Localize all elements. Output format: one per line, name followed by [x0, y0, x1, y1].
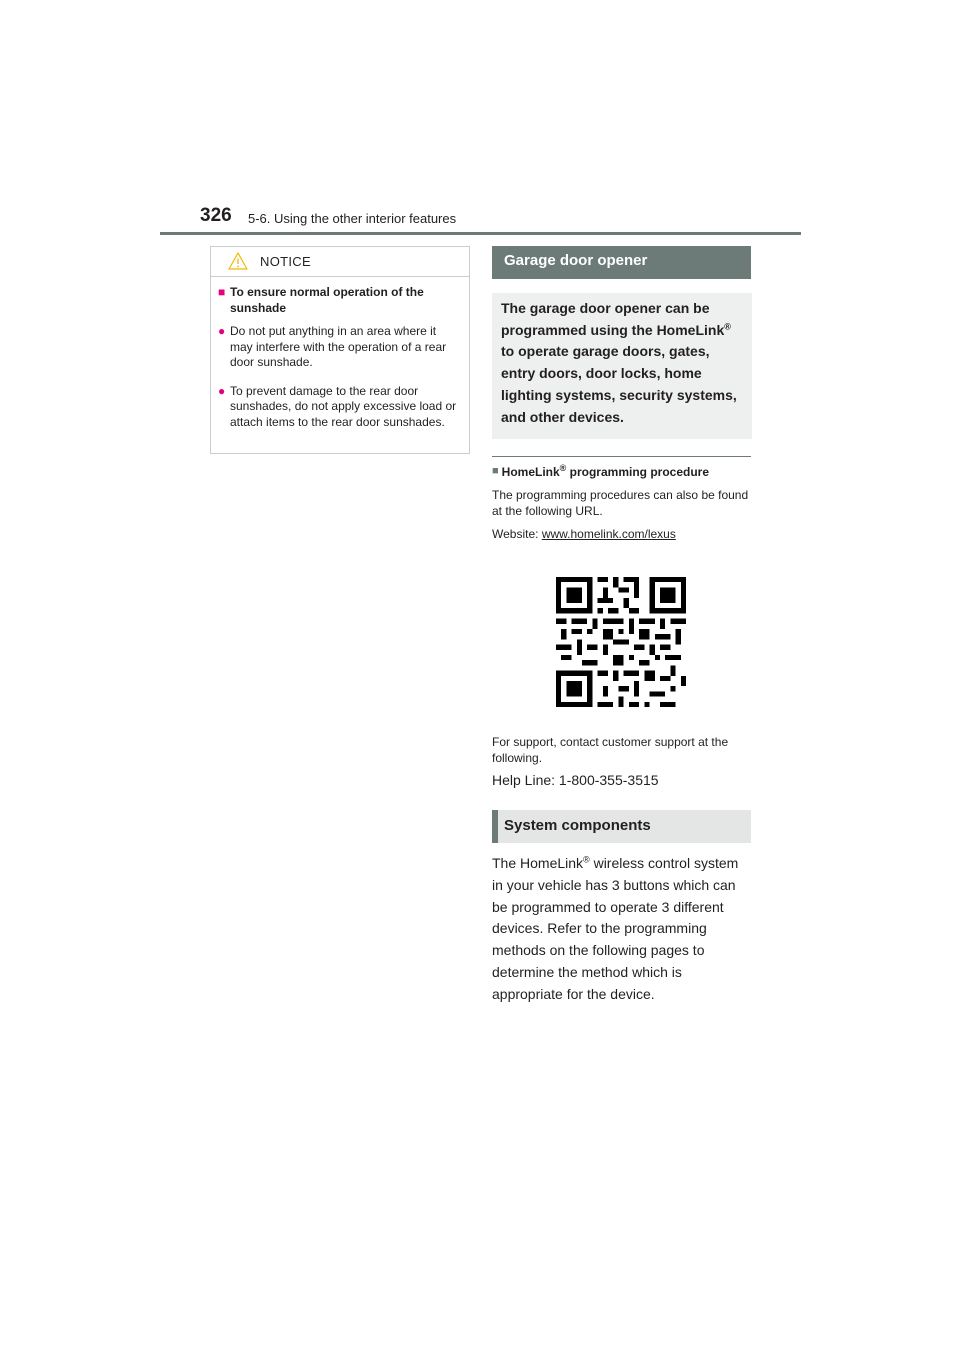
notice-body — [211, 277, 469, 430]
circle-bullet-icon: ● — [218, 383, 226, 398]
section-title: 5-6. Using the other interior features — [248, 211, 457, 226]
homelink-procedure-heading — [492, 465, 709, 479]
homelink-heading-part1: HomeLink — [501, 465, 560, 479]
page-number: 326 — [200, 205, 232, 226]
garage-door-banner — [492, 246, 751, 279]
system-components-paragraph — [492, 853, 750, 1006]
warning-triangle-icon — [228, 252, 248, 270]
intro-box — [492, 293, 752, 439]
notice-item — [218, 324, 457, 371]
homelink-heading-text — [502, 465, 709, 479]
help-line: Help Line: 1-800-355-3515 — [492, 772, 659, 788]
notice-item-text: To prevent damage to the rear door sunshades, do not apply excessive load or attach items to the rear door sunshades. — [230, 383, 457, 429]
notice-item-text: Do not put anything in an area where it may interfere with the operation of a rear door sunshade. — [230, 324, 447, 369]
square-bullet-icon: ■ — [492, 465, 499, 477]
homelink-heading-part2: programming procedure — [566, 465, 709, 479]
garage-door-title: Garage door opener — [504, 252, 648, 269]
website-label: Website: — [492, 527, 542, 541]
intro-text-part2: to operate garage doors, gates, entry doors, door locks, home lighting systems, security systems, and other devices. — [501, 343, 737, 425]
intro-text — [501, 298, 742, 428]
programming-text: The programming procedures can also be found at the following URL. — [492, 488, 749, 518]
notice-heading — [218, 285, 457, 316]
section-divider — [492, 456, 751, 457]
components-text-part2: wireless control system in your vehicle has 3 buttons which can be programmed to operate 3 different devices. Refer to the programming methods on the following pages to determine the method which is appropriate for the device. — [492, 855, 739, 1002]
system-components-banner — [492, 810, 751, 843]
support-text: For support, contact customer support at the following. — [492, 735, 729, 765]
registered-mark: ® — [724, 321, 731, 332]
circle-bullet-icon: ● — [218, 324, 226, 338]
registered-mark: ® — [583, 854, 590, 865]
system-components-title: System components — [504, 817, 651, 834]
notice-header — [211, 247, 469, 277]
website-link[interactable]: www.homelink.com/lexus — [541, 527, 676, 541]
notice-heading-text: To ensure normal operation of the sunshade — [230, 285, 424, 315]
notice-item — [218, 384, 457, 431]
qr-code — [556, 577, 686, 707]
components-text-part1: The HomeLink — [492, 855, 584, 871]
square-bullet-icon: ■ — [218, 285, 226, 299]
intro-text-part1: The garage door opener can be programmed using the HomeLink — [501, 300, 725, 338]
notice-label: NOTICE — [260, 254, 311, 269]
website-line — [492, 527, 676, 541]
notice-box — [210, 246, 470, 454]
header-rule — [160, 232, 801, 235]
registered-mark: ® — [559, 463, 567, 473]
